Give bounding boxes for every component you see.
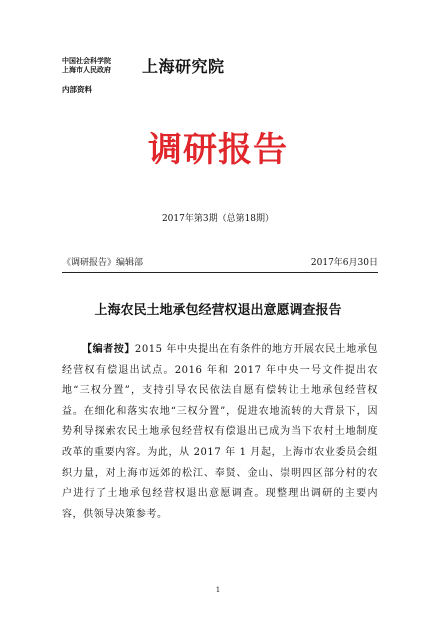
editor-note-text: 2015 年中央提出在有条件的地方开展农民土地承包经营权有偿退出试点。2016 年和 2017 年中央一号文件提出农地“三权分置”，支持引导农民依法自愿有偿转让土地承包经营权益。在细化和落实农地“三权分置”，促进农地流转的大背景下，因势利导探索农民土地承包经营权有偿退出已成为当下农村土地制度改革的重要内容。为此，从 2017 年 1 月起，上海市农业委员会组织力量，对上海市远郊的松江、奉贤、金山、崇明四区部分村的农户进行了土地承包经营权退出意愿调查。现整理出调研的主要内容，供领导决策参考。: [62, 344, 378, 520]
editor-note-paragraph: [62, 340, 378, 525]
page-number: 1: [215, 586, 221, 594]
org-line-cass: 中国社会科学院: [62, 56, 111, 65]
publish-date: 2017年6月30日: [310, 258, 378, 268]
classification-label: 内部资料: [62, 85, 92, 94]
issue-number: 2017年第3期（总第18期）: [161, 214, 275, 224]
org-line-shanghai-gov: 上海市人民政府: [62, 65, 111, 74]
org-parents: [62, 56, 140, 74]
masthead-title: 调研报告: [148, 130, 288, 170]
report-title: 上海农民土地承包经营权退出意愿调查报告: [94, 303, 342, 318]
org-name: 上海研究院: [142, 57, 225, 76]
editor-department: 《调研报告》编辑部: [62, 258, 144, 268]
editor-note-label: 【编者按】: [82, 344, 135, 355]
header-divider: [62, 272, 378, 273]
